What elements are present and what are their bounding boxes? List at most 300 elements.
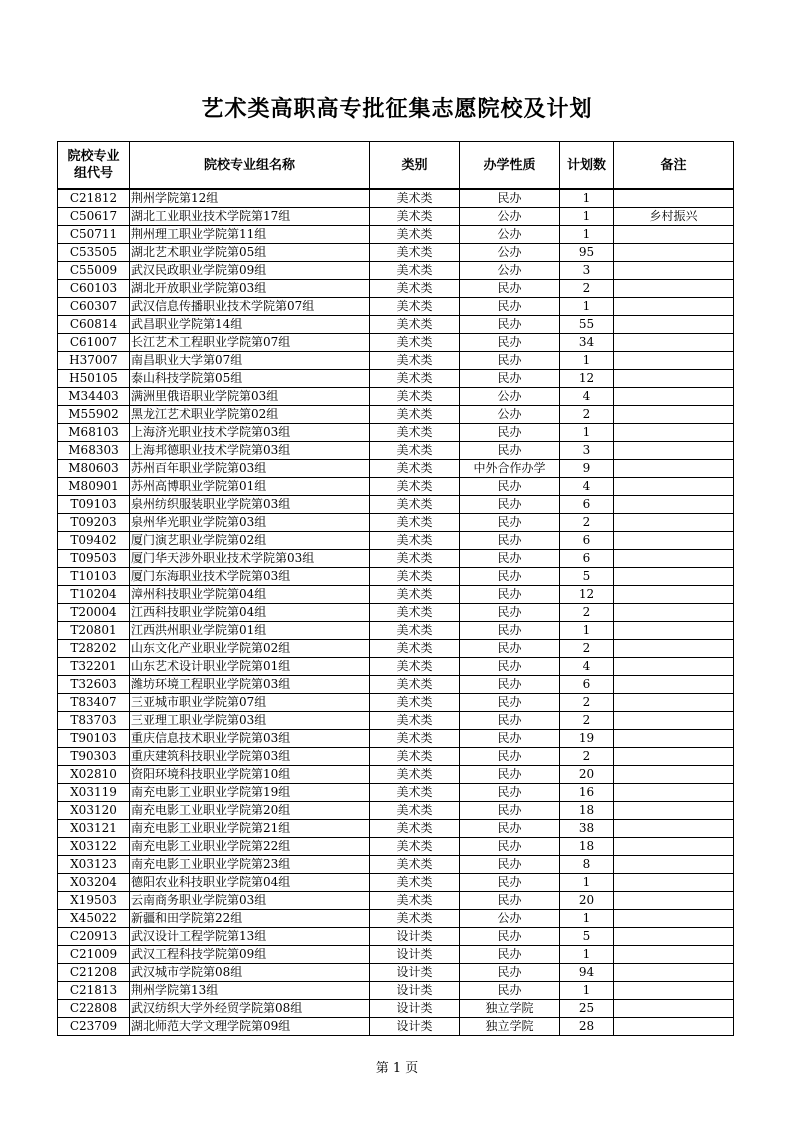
row-plan-cell: 1 — [560, 189, 614, 208]
row-note-cell — [614, 964, 734, 982]
row-plan-cell: 28 — [560, 1018, 614, 1036]
table-row — [58, 478, 734, 496]
row-code-cell: T10103 — [58, 568, 130, 586]
row-note-cell — [614, 298, 734, 316]
row-name-cell: 山东艺术设计职业学院第01组 — [130, 658, 370, 676]
row-nature-cell: 民办 — [460, 334, 560, 352]
row-category-cell: 美术类 — [370, 262, 460, 280]
row-name-cell: 南充电影工业职业学院第20组 — [130, 802, 370, 820]
row-plan-cell: 18 — [560, 838, 614, 856]
row-plan-cell: 1 — [560, 352, 614, 370]
row-nature-cell: 民办 — [460, 568, 560, 586]
row-category-cell: 设计类 — [370, 928, 460, 946]
row-note-cell — [614, 280, 734, 298]
row-code-cell: C53505 — [58, 244, 130, 262]
row-name-cell: 云南商务职业学院第03组 — [130, 892, 370, 910]
row-code-cell: C21009 — [58, 946, 130, 964]
row-plan-cell: 1 — [560, 208, 614, 226]
row-category-cell: 美术类 — [370, 298, 460, 316]
row-nature-cell: 民办 — [460, 730, 560, 748]
table-row — [58, 748, 734, 766]
table-row — [58, 640, 734, 658]
row-plan-cell: 1 — [560, 226, 614, 244]
table-row — [58, 226, 734, 244]
row-category-cell: 美术类 — [370, 226, 460, 244]
row-category-cell: 美术类 — [370, 496, 460, 514]
row-name-cell: 武汉城市学院第08组 — [130, 964, 370, 982]
row-plan-cell: 2 — [560, 406, 614, 424]
row-note-cell — [614, 388, 734, 406]
table-row — [58, 784, 734, 802]
row-nature-cell: 民办 — [460, 874, 560, 892]
table-row — [58, 460, 734, 478]
row-note-cell — [614, 928, 734, 946]
row-nature-cell: 民办 — [460, 712, 560, 730]
row-code-cell: T20004 — [58, 604, 130, 622]
row-category-cell: 美术类 — [370, 748, 460, 766]
row-nature-cell: 民办 — [460, 352, 560, 370]
page-title: 艺术类高职高专批征集志愿院校及计划 — [201, 97, 593, 122]
table-row — [58, 532, 734, 550]
row-category-cell: 美术类 — [370, 604, 460, 622]
row-note-cell — [614, 604, 734, 622]
row-note-cell — [614, 262, 734, 280]
row-nature-cell: 民办 — [460, 604, 560, 622]
row-note-cell — [614, 496, 734, 514]
row-category-cell: 设计类 — [370, 1000, 460, 1018]
row-name-cell: 武汉纺织大学外经贸学院第08组 — [130, 1000, 370, 1018]
row-category-cell: 美术类 — [370, 712, 460, 730]
row-name-cell: 潍坊环境工程职业学院第03组 — [130, 676, 370, 694]
row-category-cell: 美术类 — [370, 910, 460, 928]
row-note-cell — [614, 550, 734, 568]
row-category-cell: 美术类 — [370, 478, 460, 496]
row-note-cell — [614, 856, 734, 874]
row-note-cell — [614, 658, 734, 676]
row-nature-cell: 民办 — [460, 532, 560, 550]
table-row — [58, 622, 734, 640]
row-category-cell: 美术类 — [370, 658, 460, 676]
row-name-cell: 重庆建筑科技职业学院第03组 — [130, 748, 370, 766]
row-plan-cell: 20 — [560, 766, 614, 784]
row-code-cell: M80901 — [58, 478, 130, 496]
row-code-cell: X03123 — [58, 856, 130, 874]
row-note-cell — [614, 766, 734, 784]
row-nature-cell: 民办 — [460, 280, 560, 298]
row-nature-cell: 民办 — [460, 424, 560, 442]
row-name-cell: 泉州纺织服装职业学院第03组 — [130, 496, 370, 514]
row-category-cell: 美术类 — [370, 316, 460, 334]
table-row — [58, 1018, 734, 1036]
row-name-cell: 泰山科技学院第05组 — [130, 370, 370, 388]
row-code-cell: T83703 — [58, 712, 130, 730]
row-code-cell: C22808 — [58, 1000, 130, 1018]
row-note-cell — [614, 946, 734, 964]
row-category-cell: 美术类 — [370, 856, 460, 874]
row-note-cell — [614, 352, 734, 370]
row-code-cell: T32603 — [58, 676, 130, 694]
row-note-cell — [614, 874, 734, 892]
table-row — [58, 946, 734, 964]
row-category-cell: 美术类 — [370, 586, 460, 604]
row-nature-cell: 民办 — [460, 442, 560, 460]
row-nature-cell: 公办 — [460, 406, 560, 424]
table-row — [58, 442, 734, 460]
row-note-cell — [614, 244, 734, 262]
row-plan-cell: 38 — [560, 820, 614, 838]
row-nature-cell: 民办 — [460, 856, 560, 874]
row-name-cell: 厦门华天涉外职业技术学院第03组 — [130, 550, 370, 568]
row-name-cell: 上海邦德职业技术学院第03组 — [130, 442, 370, 460]
table-row — [58, 550, 734, 568]
row-name-cell: 黑龙江艺术职业学院第02组 — [130, 406, 370, 424]
row-code-cell: C61007 — [58, 334, 130, 352]
row-name-cell: 武汉民政职业学院第09组 — [130, 262, 370, 280]
row-category-cell: 美术类 — [370, 189, 460, 208]
row-category-cell: 美术类 — [370, 568, 460, 586]
row-note-cell: 乡村振兴 — [614, 208, 734, 226]
row-code-cell: C21208 — [58, 964, 130, 982]
row-name-cell: 长江艺术工程职业学院第07组 — [130, 334, 370, 352]
row-category-cell: 美术类 — [370, 460, 460, 478]
row-nature-cell: 公办 — [460, 244, 560, 262]
row-category-cell: 美术类 — [370, 640, 460, 658]
row-category-cell: 美术类 — [370, 892, 460, 910]
row-code-cell: X02810 — [58, 766, 130, 784]
table-row — [58, 568, 734, 586]
row-plan-cell: 6 — [560, 676, 614, 694]
header-code: 院校专业组代号 — [58, 142, 130, 190]
row-note-cell — [614, 892, 734, 910]
row-category-cell: 美术类 — [370, 694, 460, 712]
row-plan-cell: 19 — [560, 730, 614, 748]
row-code-cell: C50711 — [58, 226, 130, 244]
row-plan-cell: 4 — [560, 478, 614, 496]
row-category-cell: 美术类 — [370, 838, 460, 856]
row-nature-cell: 民办 — [460, 550, 560, 568]
row-code-cell: T90303 — [58, 748, 130, 766]
row-nature-cell: 民办 — [460, 694, 560, 712]
row-category-cell: 设计类 — [370, 946, 460, 964]
row-plan-cell: 5 — [560, 928, 614, 946]
row-note-cell — [614, 982, 734, 1000]
row-category-cell: 美术类 — [370, 244, 460, 262]
row-note-cell — [614, 622, 734, 640]
row-plan-cell: 16 — [560, 784, 614, 802]
row-name-cell: 重庆信息技术职业学院第03组 — [130, 730, 370, 748]
row-code-cell: T83407 — [58, 694, 130, 712]
row-name-cell: 武汉设计工程学院第13组 — [130, 928, 370, 946]
row-name-cell: 漳州科技职业学院第04组 — [130, 586, 370, 604]
row-nature-cell: 民办 — [460, 892, 560, 910]
row-category-cell: 美术类 — [370, 388, 460, 406]
row-plan-cell: 3 — [560, 442, 614, 460]
row-nature-cell: 民办 — [460, 748, 560, 766]
row-nature-cell: 民办 — [460, 946, 560, 964]
row-plan-cell: 2 — [560, 694, 614, 712]
row-category-cell: 美术类 — [370, 334, 460, 352]
row-plan-cell: 55 — [560, 316, 614, 334]
table-row — [58, 964, 734, 982]
row-code-cell: C23709 — [58, 1018, 130, 1036]
table-row — [58, 928, 734, 946]
row-nature-cell: 民办 — [460, 928, 560, 946]
row-name-cell: 上海济光职业技术学院第03组 — [130, 424, 370, 442]
header-plan: 计划数 — [560, 142, 614, 190]
row-plan-cell: 2 — [560, 604, 614, 622]
table-row — [58, 694, 734, 712]
row-category-cell: 美术类 — [370, 676, 460, 694]
row-plan-cell: 6 — [560, 532, 614, 550]
row-note-cell — [614, 712, 734, 730]
row-category-cell: 美术类 — [370, 820, 460, 838]
row-plan-cell: 34 — [560, 334, 614, 352]
row-category-cell: 美术类 — [370, 532, 460, 550]
row-plan-cell: 2 — [560, 640, 614, 658]
row-nature-cell: 民办 — [460, 478, 560, 496]
row-code-cell: C21813 — [58, 982, 130, 1000]
table-row — [58, 280, 734, 298]
row-code-cell: M68303 — [58, 442, 130, 460]
table-row — [58, 658, 734, 676]
row-note-cell — [614, 189, 734, 208]
row-nature-cell: 民办 — [460, 676, 560, 694]
row-plan-cell: 2 — [560, 712, 614, 730]
row-plan-cell: 95 — [560, 244, 614, 262]
row-code-cell: H37007 — [58, 352, 130, 370]
row-category-cell: 美术类 — [370, 424, 460, 442]
table-row — [58, 820, 734, 838]
row-name-cell: 武汉信息传播职业技术学院第07组 — [130, 298, 370, 316]
row-nature-cell: 民办 — [460, 514, 560, 532]
row-note-cell — [614, 694, 734, 712]
row-name-cell: 武汉工程科技学院第09组 — [130, 946, 370, 964]
row-code-cell: M55902 — [58, 406, 130, 424]
row-plan-cell: 12 — [560, 370, 614, 388]
row-code-cell: C20913 — [58, 928, 130, 946]
table-row — [58, 838, 734, 856]
row-code-cell: T09503 — [58, 550, 130, 568]
row-nature-cell: 民办 — [460, 964, 560, 982]
row-nature-cell: 独立学院 — [460, 1018, 560, 1036]
row-code-cell: T28202 — [58, 640, 130, 658]
row-code-cell: T20801 — [58, 622, 130, 640]
row-name-cell: 江西科技职业学院第04组 — [130, 604, 370, 622]
row-name-cell: 荆州理工职业学院第11组 — [130, 226, 370, 244]
row-category-cell: 美术类 — [370, 550, 460, 568]
row-name-cell: 三亚理工职业学院第03组 — [130, 712, 370, 730]
table-row — [58, 586, 734, 604]
table-row — [58, 208, 734, 226]
table-row — [58, 802, 734, 820]
row-plan-cell: 2 — [560, 748, 614, 766]
row-nature-cell: 民办 — [460, 622, 560, 640]
header-category: 类别 — [370, 142, 460, 190]
table-row — [58, 370, 734, 388]
row-nature-cell: 民办 — [460, 766, 560, 784]
row-plan-cell: 6 — [560, 550, 614, 568]
table-row — [58, 766, 734, 784]
table-row — [58, 244, 734, 262]
row-category-cell: 美术类 — [370, 730, 460, 748]
row-nature-cell: 民办 — [460, 298, 560, 316]
row-category-cell: 美术类 — [370, 874, 460, 892]
row-name-cell: 南充电影工业职业学院第21组 — [130, 820, 370, 838]
row-note-cell — [614, 370, 734, 388]
row-note-cell — [614, 748, 734, 766]
row-note-cell — [614, 460, 734, 478]
row-name-cell: 南充电影工业职业学院第22组 — [130, 838, 370, 856]
row-code-cell: M68103 — [58, 424, 130, 442]
row-nature-cell: 独立学院 — [460, 1000, 560, 1018]
row-nature-cell: 民办 — [460, 496, 560, 514]
row-category-cell: 美术类 — [370, 442, 460, 460]
table-row — [58, 712, 734, 730]
row-code-cell: C60307 — [58, 298, 130, 316]
row-name-cell: 湖北师范大学文理学院第09组 — [130, 1018, 370, 1036]
row-code-cell: C60814 — [58, 316, 130, 334]
row-category-cell: 美术类 — [370, 352, 460, 370]
row-code-cell: X19503 — [58, 892, 130, 910]
row-plan-cell: 12 — [560, 586, 614, 604]
row-code-cell: T09402 — [58, 532, 130, 550]
row-name-cell: 德阳农业科技职业学院第04组 — [130, 874, 370, 892]
row-nature-cell: 民办 — [460, 316, 560, 334]
row-category-cell: 设计类 — [370, 982, 460, 1000]
row-plan-cell: 1 — [560, 874, 614, 892]
row-name-cell: 新疆和田学院第22组 — [130, 910, 370, 928]
table-row — [58, 730, 734, 748]
row-code-cell: T09103 — [58, 496, 130, 514]
row-nature-cell: 民办 — [460, 784, 560, 802]
table-row — [58, 352, 734, 370]
row-plan-cell: 1 — [560, 622, 614, 640]
row-name-cell: 南充电影工业职业学院第19组 — [130, 784, 370, 802]
row-name-cell: 湖北开放职业学院第03组 — [130, 280, 370, 298]
row-code-cell: C50617 — [58, 208, 130, 226]
row-category-cell: 设计类 — [370, 1018, 460, 1036]
row-name-cell: 南充电影工业职业学院第23组 — [130, 856, 370, 874]
row-code-cell: M80603 — [58, 460, 130, 478]
row-category-cell: 美术类 — [370, 622, 460, 640]
row-category-cell: 美术类 — [370, 766, 460, 784]
row-plan-cell: 8 — [560, 856, 614, 874]
row-code-cell: X03121 — [58, 820, 130, 838]
row-code-cell: C21812 — [58, 189, 130, 208]
row-note-cell — [614, 532, 734, 550]
row-note-cell — [614, 730, 734, 748]
row-nature-cell: 公办 — [460, 910, 560, 928]
table-row — [58, 892, 734, 910]
row-plan-cell: 1 — [560, 946, 614, 964]
row-nature-cell: 民办 — [460, 658, 560, 676]
row-category-cell: 美术类 — [370, 784, 460, 802]
row-plan-cell: 6 — [560, 496, 614, 514]
row-category-cell: 美术类 — [370, 370, 460, 388]
row-note-cell — [614, 1000, 734, 1018]
table-row — [58, 334, 734, 352]
table-header-row — [58, 142, 734, 190]
admission-plan-table — [57, 141, 734, 1036]
row-code-cell: X03204 — [58, 874, 130, 892]
row-plan-cell: 1 — [560, 982, 614, 1000]
row-name-cell: 泉州华光职业学院第03组 — [130, 514, 370, 532]
table-row — [58, 189, 734, 208]
table-row — [58, 406, 734, 424]
row-nature-cell: 公办 — [460, 226, 560, 244]
row-name-cell: 南昌职业大学第07组 — [130, 352, 370, 370]
table-row — [58, 982, 734, 1000]
row-note-cell — [614, 802, 734, 820]
row-code-cell: H50105 — [58, 370, 130, 388]
row-note-cell — [614, 1018, 734, 1036]
row-nature-cell: 民办 — [460, 189, 560, 208]
row-name-cell: 三亚城市职业学院第07组 — [130, 694, 370, 712]
row-note-cell — [614, 514, 734, 532]
row-code-cell: C60103 — [58, 280, 130, 298]
row-nature-cell: 民办 — [460, 586, 560, 604]
row-code-cell: X03120 — [58, 802, 130, 820]
row-note-cell — [614, 334, 734, 352]
row-plan-cell: 20 — [560, 892, 614, 910]
header-name: 院校专业组名称 — [130, 142, 370, 190]
row-code-cell: T32201 — [58, 658, 130, 676]
row-name-cell: 苏州高博职业学院第01组 — [130, 478, 370, 496]
table-row — [58, 676, 734, 694]
row-code-cell: T90103 — [58, 730, 130, 748]
row-note-cell — [614, 784, 734, 802]
row-code-cell: X03119 — [58, 784, 130, 802]
row-code-cell: X03122 — [58, 838, 130, 856]
row-note-cell — [614, 910, 734, 928]
row-plan-cell: 4 — [560, 388, 614, 406]
row-name-cell: 资阳环境科技职业学院第10组 — [130, 766, 370, 784]
row-nature-cell: 民办 — [460, 820, 560, 838]
row-name-cell: 武昌职业学院第14组 — [130, 316, 370, 334]
row-note-cell — [614, 820, 734, 838]
row-name-cell: 湖北工业职业技术学院第17组 — [130, 208, 370, 226]
row-nature-cell: 公办 — [460, 262, 560, 280]
row-plan-cell: 4 — [560, 658, 614, 676]
header-note: 备注 — [614, 142, 734, 190]
row-plan-cell: 1 — [560, 424, 614, 442]
row-category-cell: 美术类 — [370, 406, 460, 424]
row-name-cell: 苏州百年职业学院第03组 — [130, 460, 370, 478]
table-row — [58, 514, 734, 532]
row-name-cell: 荆州学院第12组 — [130, 189, 370, 208]
table-row — [58, 298, 734, 316]
table-row — [58, 874, 734, 892]
row-plan-cell: 18 — [560, 802, 614, 820]
table-row — [58, 856, 734, 874]
row-note-cell — [614, 316, 734, 334]
row-category-cell: 美术类 — [370, 802, 460, 820]
page-number: 第 1 页 — [375, 1061, 419, 1076]
row-category-cell: 美术类 — [370, 280, 460, 298]
row-name-cell: 厦门演艺职业学院第02组 — [130, 532, 370, 550]
row-name-cell: 荆州学院第13组 — [130, 982, 370, 1000]
row-category-cell: 设计类 — [370, 964, 460, 982]
row-plan-cell: 25 — [560, 1000, 614, 1018]
row-note-cell — [614, 838, 734, 856]
row-code-cell: T10204 — [58, 586, 130, 604]
row-name-cell: 厦门东海职业技术学院第03组 — [130, 568, 370, 586]
row-code-cell: M34403 — [58, 388, 130, 406]
row-nature-cell: 民办 — [460, 982, 560, 1000]
row-note-cell — [614, 406, 734, 424]
row-note-cell — [614, 442, 734, 460]
row-nature-cell: 民办 — [460, 802, 560, 820]
